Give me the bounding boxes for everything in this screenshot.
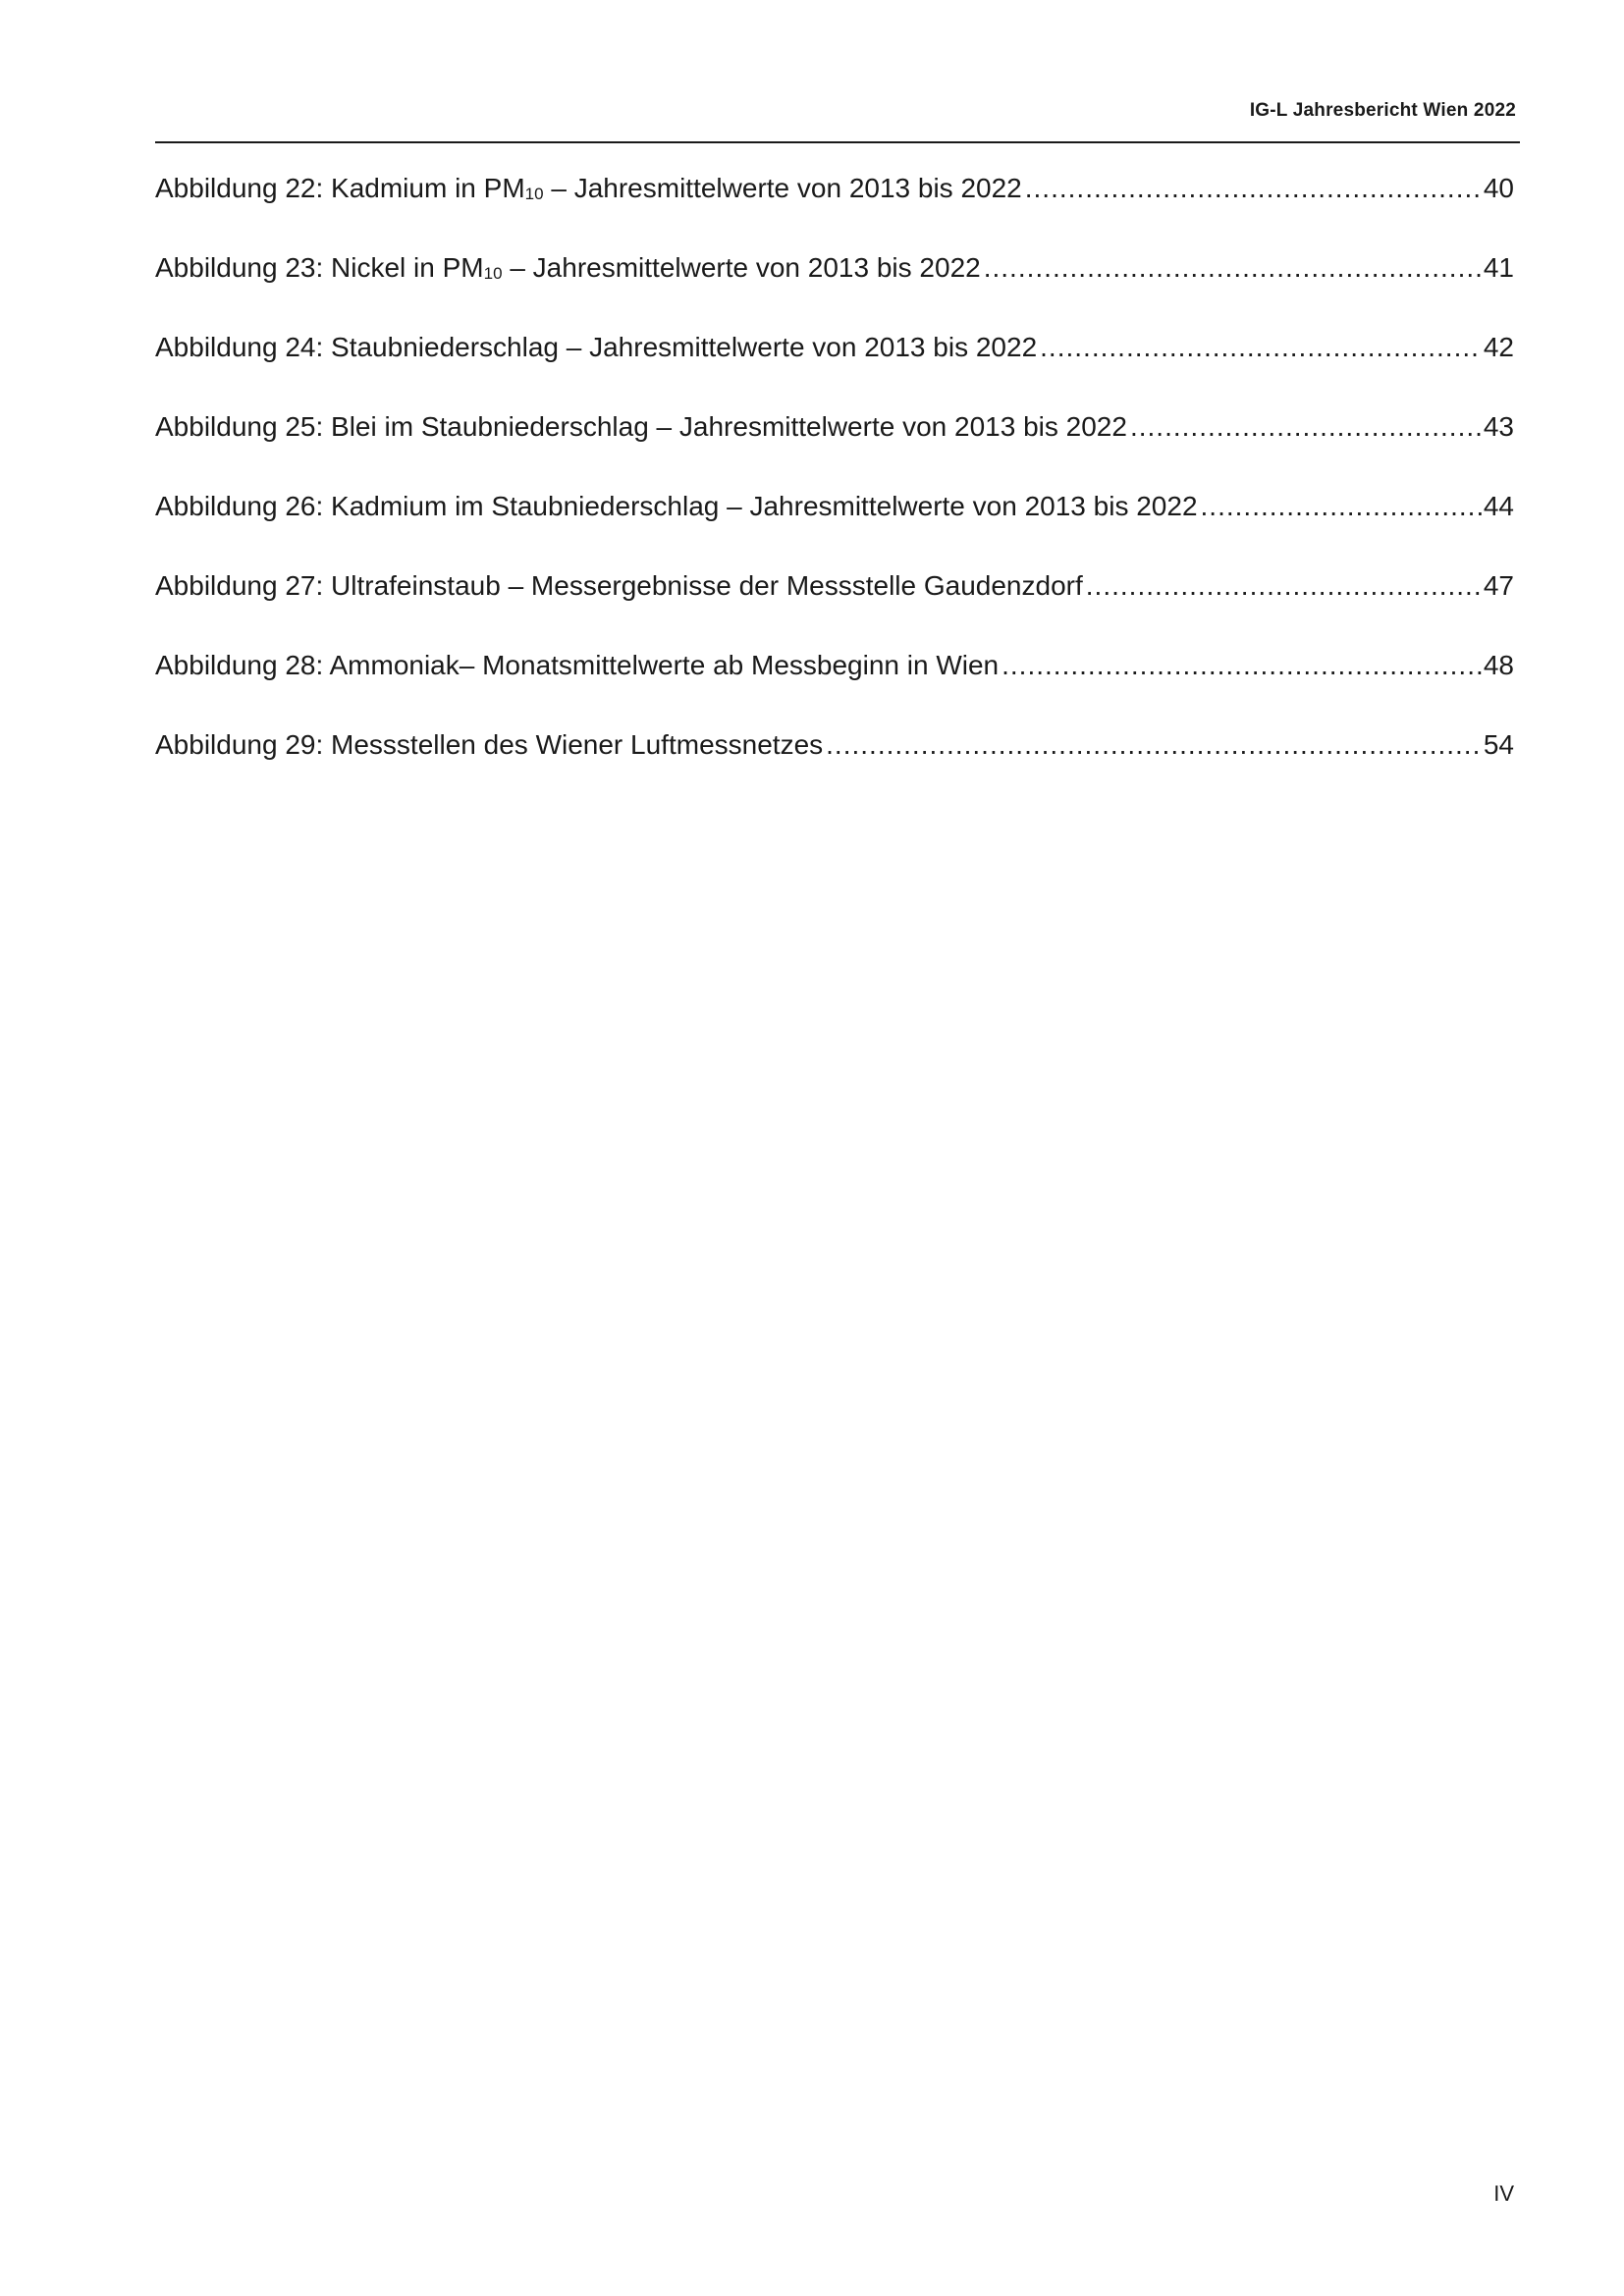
toc-entry[interactable] [155, 566, 1514, 646]
dot-leader [1130, 407, 1482, 447]
figure-list [155, 169, 1514, 805]
page-header [155, 94, 1520, 143]
toc-entry-page: 48 [1483, 650, 1514, 680]
toc-entry-page: 40 [1483, 173, 1514, 203]
subscript: 10 [483, 264, 503, 283]
toc-entry-title: Abbildung 25: Blei im Staubniederschlag – Jahresmittelwerte von 2013 bis 2022 [155, 411, 1127, 442]
subscript: 10 [524, 185, 544, 203]
toc-entry[interactable] [155, 248, 1514, 328]
toc-entry[interactable] [155, 407, 1514, 487]
page-number: IV [1493, 2181, 1514, 2206]
document-title: IG-L Jahresbericht Wien 2022 [1249, 100, 1516, 121]
toc-entry-page: 47 [1483, 570, 1514, 601]
toc-entry[interactable] [155, 487, 1514, 566]
toc-entry-title: Abbildung 29: Messstellen des Wiener Luftmessnetzes [155, 729, 824, 760]
toc-entry-title: Abbildung 26: Kadmium im Staubniederschlag – Jahresmittelwerte von 2013 bis 2022 [155, 491, 1198, 521]
dot-leader [1086, 566, 1482, 606]
toc-entry-page: 44 [1483, 491, 1514, 521]
toc-entry-title: Abbildung 27: Ultrafeinstaub – Messergebnisse der Messstelle Gaudenzdorf [155, 570, 1083, 601]
dot-leader [984, 248, 1482, 288]
toc-entry-page: 41 [1483, 252, 1514, 283]
toc-entry-title: Abbildung 22: Kadmium in $PM_{10}$ – Jahresmittelwerte von 2013 bis 2022 [155, 173, 1022, 203]
toc-entry[interactable] [155, 328, 1514, 407]
dot-leader [826, 725, 1482, 765]
dot-leader [1201, 487, 1482, 526]
dot-leader [1001, 646, 1482, 685]
toc-entry-title: Abbildung 24: Staubniederschlag – Jahresmittelwerte von 2013 bis 2022 [155, 332, 1038, 362]
toc-entry-page: 54 [1483, 729, 1514, 760]
toc-entry-title: Abbildung 28: Ammoniak– Monatsmittelwerte ab Messbeginn in Wien [155, 650, 1000, 680]
dot-leader [1025, 169, 1482, 208]
toc-entry-page: 43 [1483, 411, 1514, 442]
toc-entry-page: 42 [1483, 332, 1514, 362]
toc-entry[interactable] [155, 646, 1514, 725]
toc-entry[interactable] [155, 725, 1514, 805]
dot-leader [1040, 328, 1482, 367]
toc-entry-title: Abbildung 23: Nickel in $PM_{10}$ – Jahresmittelwerte von 2013 bis 2022 [155, 252, 981, 283]
toc-entry[interactable] [155, 169, 1514, 248]
